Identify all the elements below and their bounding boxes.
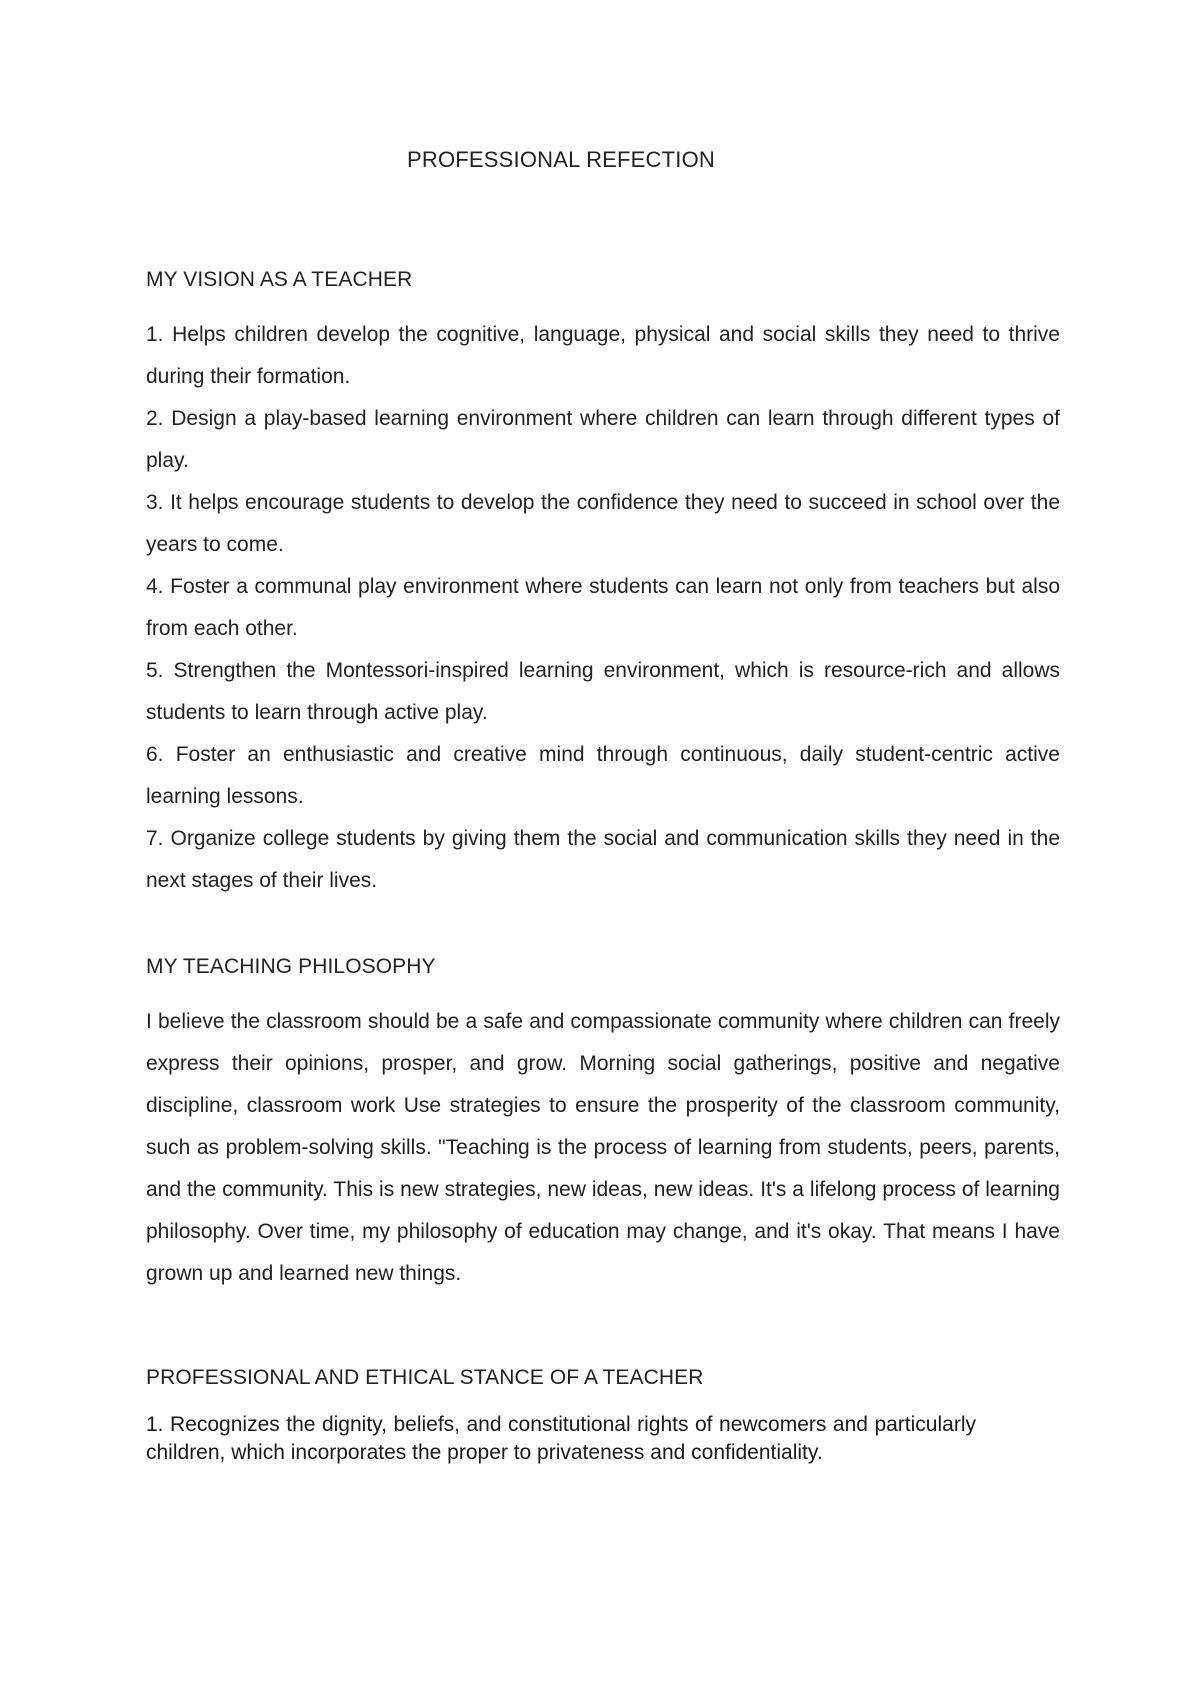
vision-item: 1. Helps children develop the cognitive, language, physical and social skills they need to thrive during their formation.: [146, 323, 1060, 388]
document-title: PROFESSIONAL REFECTION: [407, 147, 715, 172]
vision-item: 2. Design a play-based learning environment where children can learn through different types of play.: [146, 407, 1060, 472]
philosophy-heading: MY TEACHING PHILOSOPHY: [146, 955, 436, 978]
vision-item: 6. Foster an enthusiastic and creative mind through continuous, daily student-centric active learning lessons.: [146, 743, 1060, 808]
stance-heading: PROFESSIONAL AND ETHICAL STANCE OF A TEACHER: [146, 1366, 704, 1389]
philosophy-paragraph: I believe the classroom should be a safe and compassionate community where children can freely express their opinions, prosper, and grow. Morning social gatherings, positive and negative discipline, classroom work Use strategies to ensure the prosperity of the classroom community, such as problem-solving skills. "Teaching is the process of learning from students, peers, parents, and the community. This is new strategies, new ideas, new ideas. It's a lifelong process of learning philosophy. Over time, my philosophy of education may change, and it's okay. That means I have grown up and learned new things.: [146, 1010, 1060, 1285]
vision-list: [146, 314, 1060, 902]
vision-item: 4. Foster a communal play environment where students can learn not only from teachers but also from each other.: [146, 575, 1060, 640]
vision-item: 5. Strengthen the Montessori-inspired learning environment, which is resource-rich and allows students to learn through active play.: [146, 659, 1060, 724]
vision-item: 3. It helps encourage students to develop the confidence they need to succeed in school over the years to come.: [146, 491, 1060, 556]
vision-item: 7. Organize college students by giving them the social and communication skills they need in the next stages of their lives.: [146, 827, 1060, 892]
stance-list: [146, 1411, 976, 1467]
stance-item: 1. Recognizes the dignity, beliefs, and constitutional rights of newcomers and particularly children, which incorporates the proper to privateness and confidentiality.: [146, 1413, 976, 1464]
vision-heading: MY VISION AS A TEACHER: [146, 268, 413, 291]
